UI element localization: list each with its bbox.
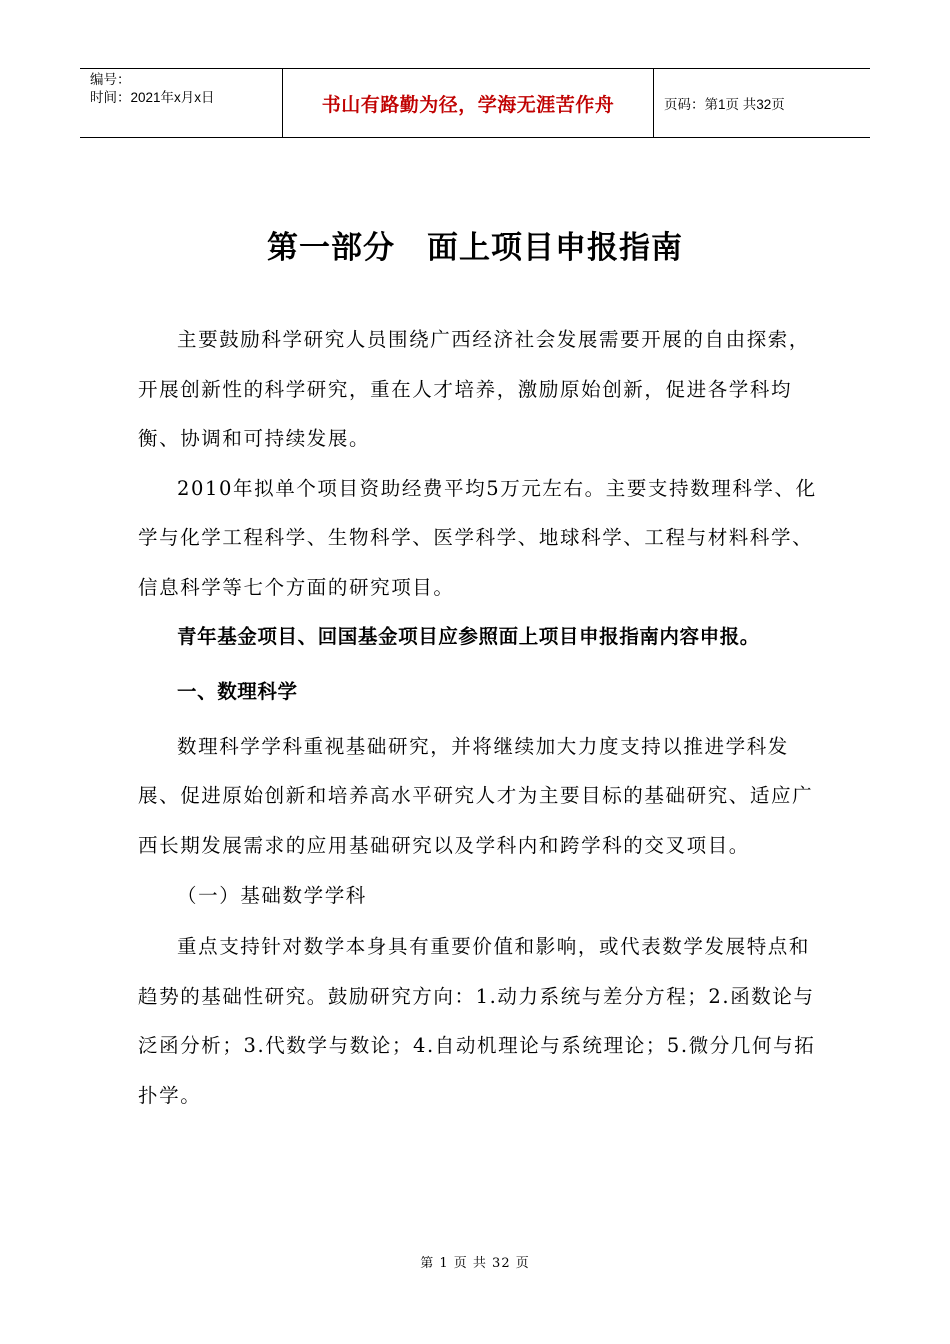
header-motto: 书山有路勤为径，学海无涯苦作舟 — [321, 93, 615, 116]
paragraph-funding: 2010年拟单个项目资助经费平均5万元左右。主要支持数理科学、化学与化学工程科学、生物科学、医学科学、地球科学、工程与材料科学、信息科学等七个方面的研究项目。 — [138, 476, 817, 599]
header-page-info: 页码：第1页 共32页 — [664, 97, 785, 112]
section-heading: 一、数理科学 — [177, 679, 298, 703]
header-meta — [80, 69, 282, 137]
page-footer: 第 1 页 共 32 页 — [420, 1256, 530, 1271]
subsection-heading: （一）基础数学学科 — [177, 884, 367, 907]
header-motto-cell — [282, 69, 654, 137]
section-intro: 数理科学学科重视基础研究，并将继续加大力度支持以推进学科发展、促进原始创新和培养高水平研究人才为主要目标的基础研究、适应广西长期发展需求的应用基础研究以及学科内和跨学科的交叉项目。 — [138, 734, 814, 857]
subsection-text: 重点支持针对数学本身具有重要价值和影响，或代表数学发展特点和趋势的基础性研究。鼓励研究方向：1.动力系统与差分方程；2.函数论与泛函分析；3.代数学与数论；4.自动机理论与系统理论；5.微分几何与拓扑学。 — [138, 935, 816, 1107]
page-header — [80, 68, 870, 138]
paragraph-intro: 主要鼓励科学研究人员围绕广西经济社会发展需要开展的自由探索，开展创新性的科学研究，重在人才培养，激励原始创新，促进各学科均衡、协调和可持续发展。 — [138, 328, 811, 450]
page-title: 第一部分 面上项目申报指南 — [267, 230, 683, 266]
number-label: 编号： — [90, 72, 131, 87]
time-label: 时间：2021年x月x日 — [90, 90, 215, 105]
document-body — [138, 315, 828, 1120]
paragraph-note: 青年基金项目、回国基金项目应参照面上项目申报指南内容申报。 — [177, 625, 760, 648]
